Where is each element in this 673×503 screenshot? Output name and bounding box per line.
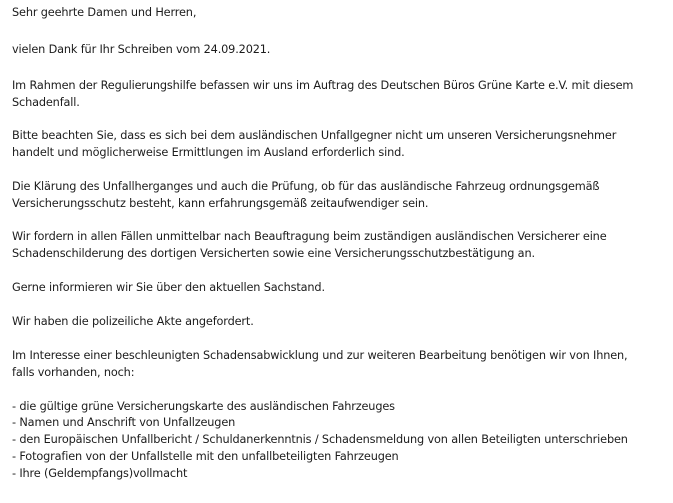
paragraph-unfallgegner-line-2: handelt und möglicherweise Ermittlungen im Ausland erforderlich sind.: [12, 146, 405, 159]
paragraph-polizeiakte: Wir haben die polizeiliche Akte angefordert.: [12, 315, 254, 328]
salutation: Sehr geehrte Damen und Herren,: [12, 6, 197, 19]
paragraph-beauftragung-line-1: Wir fordern in allen Fällen unmittelbar nach Beauftragung beim zuständigen ausländischen Versicherer eine: [12, 230, 607, 243]
list-item-vollmacht: - Ihre (Geldempfangs)vollmacht: [12, 467, 188, 480]
paragraph-unterlagen-line-2: falls vorhanden, noch:: [12, 366, 135, 379]
list-item-versicherungskarte: - die gültige grüne Versicherungskarte des ausländischen Fahrzeuges: [12, 400, 395, 413]
paragraph-klaerung-line-1: Die Klärung des Unfallherganges und auch die Prüfung, ob für das ausländische Fahrzeug ordnungsgemäß: [12, 180, 600, 193]
list-item-fotografien: - Fotografien von der Unfallstelle mit den unfallbeteiligten Fahrzeugen: [12, 450, 399, 463]
thanks-line: vielen Dank für Ihr Schreiben vom 24.09.2021.: [12, 43, 271, 56]
list-item-unfallbericht: - den Europäischen Unfallbericht / Schuldanerkenntnis / Schadensmeldung von allen Beteiligten unterschrieben: [12, 433, 628, 446]
paragraph-unterlagen-line-1: Im Interesse einer beschleunigten Schadensabwicklung und zur weiteren Bearbeitung benötigen wir von Ihnen,: [12, 349, 628, 362]
paragraph-unfallgegner-line-1: Bitte beachten Sie, dass es sich bei dem ausländischen Unfallgegner nicht um unseren Versicherungsnehmer: [12, 129, 617, 142]
paragraph-regulierungshilfe-line-2: Schadenfall.: [12, 96, 80, 109]
paragraph-sachstand: Gerne informieren wir Sie über den aktuellen Sachstand.: [12, 281, 325, 294]
paragraph-beauftragung-line-2: Schadenschilderung des dortigen Versicherten sowie eine Versicherungsschutzbestätigung an.: [12, 247, 535, 260]
paragraph-klaerung-line-2: Versicherungsschutz besteht, kann erfahrungsgemäß zeitaufwendiger sein.: [12, 197, 429, 210]
paragraph-regulierungshilfe-line-1: Im Rahmen der Regulierungshilfe befassen wir uns im Auftrag des Deutschen Büros Grüne Karte e.V. mit diesem: [12, 79, 634, 92]
list-item-unfallzeugen: - Namen und Anschrift von Unfallzeugen: [12, 416, 236, 429]
